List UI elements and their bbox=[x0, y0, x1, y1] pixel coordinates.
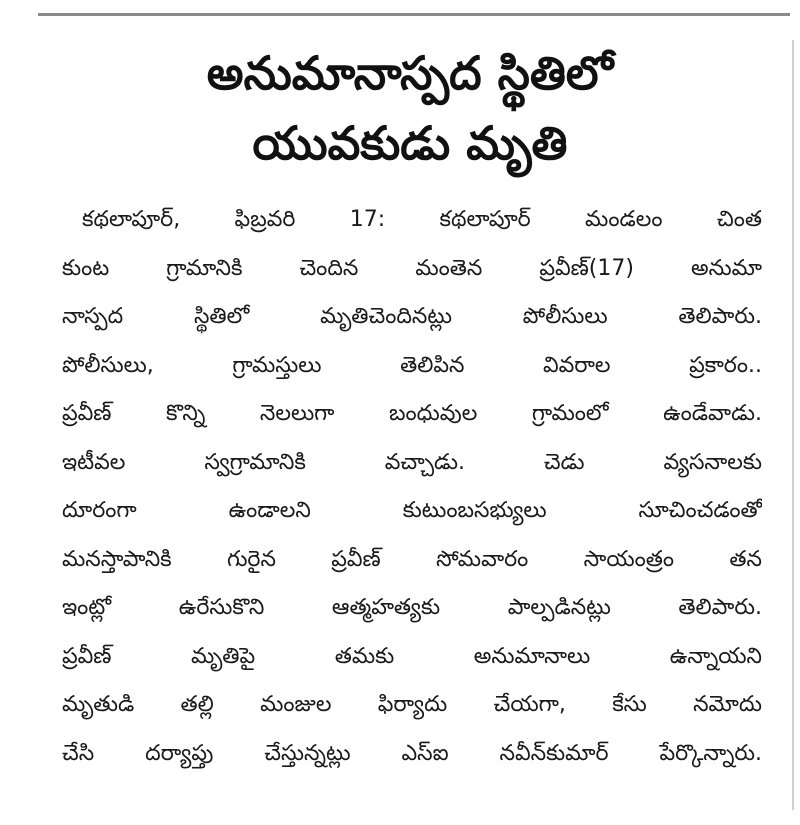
body-line: ప్రవీణ్ కొన్ని నెలలుగా బంధువుల గ్రామంలో ఉండేవాడు. bbox=[62, 401, 762, 426]
headline-line-1: అనుమానాస్పద స్థితిలో bbox=[206, 46, 614, 100]
headline bbox=[40, 38, 780, 178]
body-line: ఇంట్లో ఉరేసుకొని ఆత్మహత్యకు పాల్పడినట్లు తెలిపారు. bbox=[62, 595, 762, 620]
article-body bbox=[62, 196, 762, 778]
body-line: మృతుడి తల్లి మంజుల ఫిర్యాదు చేయగా, కేసు నమోదు bbox=[62, 692, 762, 717]
body-line: నాస్పద స్థితిలో మృతిచెందినట్లు పోలీసులు తెలిపారు. bbox=[62, 304, 762, 329]
column-divider bbox=[792, 40, 794, 810]
body-line: పోలీసులు, గ్రామస్తులు తెలిపిన వివరాల ప్రకారం.. bbox=[62, 352, 762, 378]
body-line: కుంట గ్రామానికి చెందిన మంతెన ప్రవీణ్(17) అనుమా bbox=[62, 255, 762, 281]
headline-line-2: యువకుడు మృతి bbox=[252, 116, 568, 170]
body-line: దూరంగా ఉండాలని కుటుంబసభ్యులు సూచించడంతో bbox=[62, 498, 762, 523]
body-line: కథలాపూర్, ఫిబ్రవరి 17: కథలాపూర్ మండలం చింత bbox=[82, 207, 762, 232]
body-line: మనస్తాపానికి గురైన ప్రవీణ్ సోమవారం సాయంత్రం తన bbox=[62, 546, 762, 572]
body-line: ప్రవీణ్ మృతిపై తమకు అనుమానాలు ఉన్నాయని bbox=[62, 643, 762, 669]
top-divider bbox=[38, 13, 790, 16]
body-line: చేసి దర్యాప్తు చేస్తున్నట్లు ఎస్ఐ నవీన్‌కుమార్ పేర్కొన్నారు. bbox=[62, 740, 762, 766]
body-line: ఇటీవల స్వగ్రామానికి వచ్చాడు. చెడు వ్యసనాలకు bbox=[62, 449, 762, 475]
